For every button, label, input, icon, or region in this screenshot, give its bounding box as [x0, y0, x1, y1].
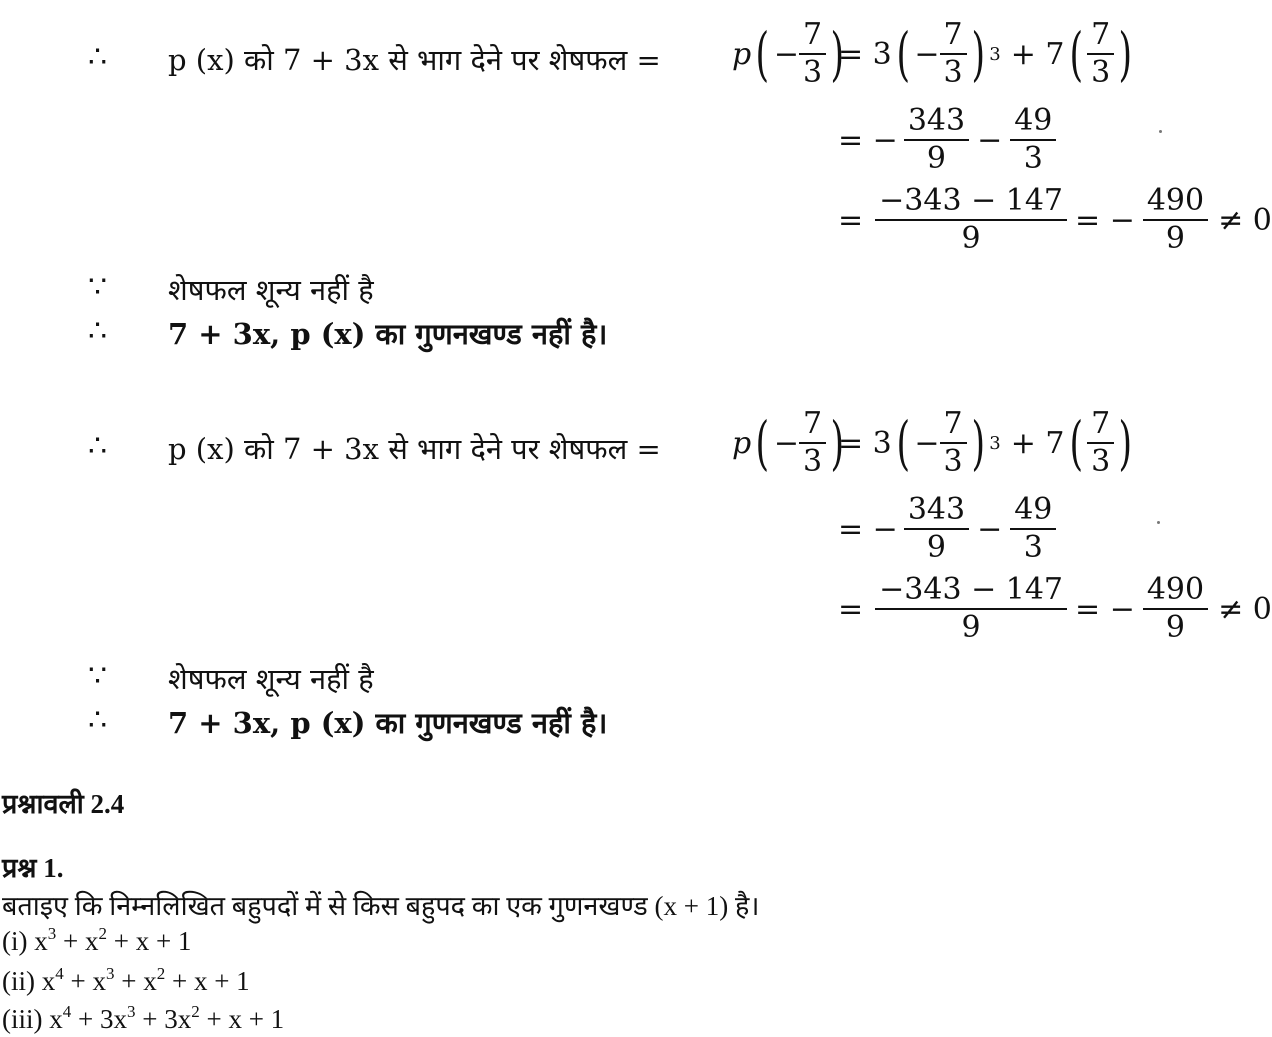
therefore-symbol-2: ∴	[88, 314, 108, 349]
exercise-heading: प्रश्नावली 2.4	[2, 789, 125, 819]
because-symbol: ∵	[88, 659, 108, 694]
option-iii: (iii) $x^4 + 3x^3 + 3x^2 + x + 1$	[2, 1002, 285, 1034]
remainder-lead-text: p (x) को 7 + 3x से भाग देने पर शेषफल =	[168, 43, 661, 77]
speck-mark	[1159, 130, 1162, 133]
cube-expression: = 3 ( − $\frac{7}{3}$ ) 3 + 7 ( $\frac{7}{3}$ )	[838, 17, 1133, 90]
line-two: = − $\frac{343}{9}$ − $\frac{49}{3}$	[838, 495, 1056, 563]
p-of-neg-seven-thirds: p ( − $\frac{7}{3}$ )	[732, 17, 845, 90]
line-three: = $\frac{-343 - 147}{9}$ = − $\frac{490}{9}$ ≠ 0	[838, 572, 1272, 645]
option-i: (i) $x^3 + x^2 + x + 1$	[2, 924, 192, 956]
speck-mark	[1157, 521, 1160, 524]
option-ii: (ii) $x^4 + x^3 + x^2 + x + 1$	[2, 964, 250, 996]
because-symbol: ∵	[88, 270, 108, 305]
line-three: = $\frac{-343 - 147}{9}$ = − $\frac{490}{9}$ ≠ 0	[838, 183, 1272, 256]
cube-expression: = 3 ( − $\frac{7}{3}$ ) 3 + 7 ( $\frac{7}{3}$ )	[838, 406, 1133, 479]
remainder-lead-text: p (x) को 7 + 3x से भाग देने पर शेषफल =	[168, 432, 661, 466]
p-of-neg-seven-thirds: p ( − $\frac{7}{3}$ )	[732, 406, 845, 479]
because-text: शेषफल शून्य नहीं है	[168, 273, 374, 307]
therefore-symbol-2: ∴	[88, 703, 108, 738]
therefore-symbol: ∴	[88, 40, 108, 75]
question-text: बताइए कि निम्नलिखित बहुपदों में से किस बहुपद का एक गुणनखण्ड (x + 1) है।	[2, 891, 760, 921]
because-text: शेषफल शून्य नहीं है	[168, 662, 374, 696]
question-label: प्रश्न 1.	[2, 853, 64, 883]
line-two: = − $\frac{343}{9}$ − $\frac{49}{3}$	[838, 106, 1056, 174]
therefore-symbol: ∴	[88, 429, 108, 464]
conclusion-text: 7 + 3x, p (x) का गुणनखण्ड नहीं है।	[168, 706, 608, 740]
conclusion-text: 7 + 3x, p (x) का गुणनखण्ड नहीं है।	[168, 317, 608, 351]
